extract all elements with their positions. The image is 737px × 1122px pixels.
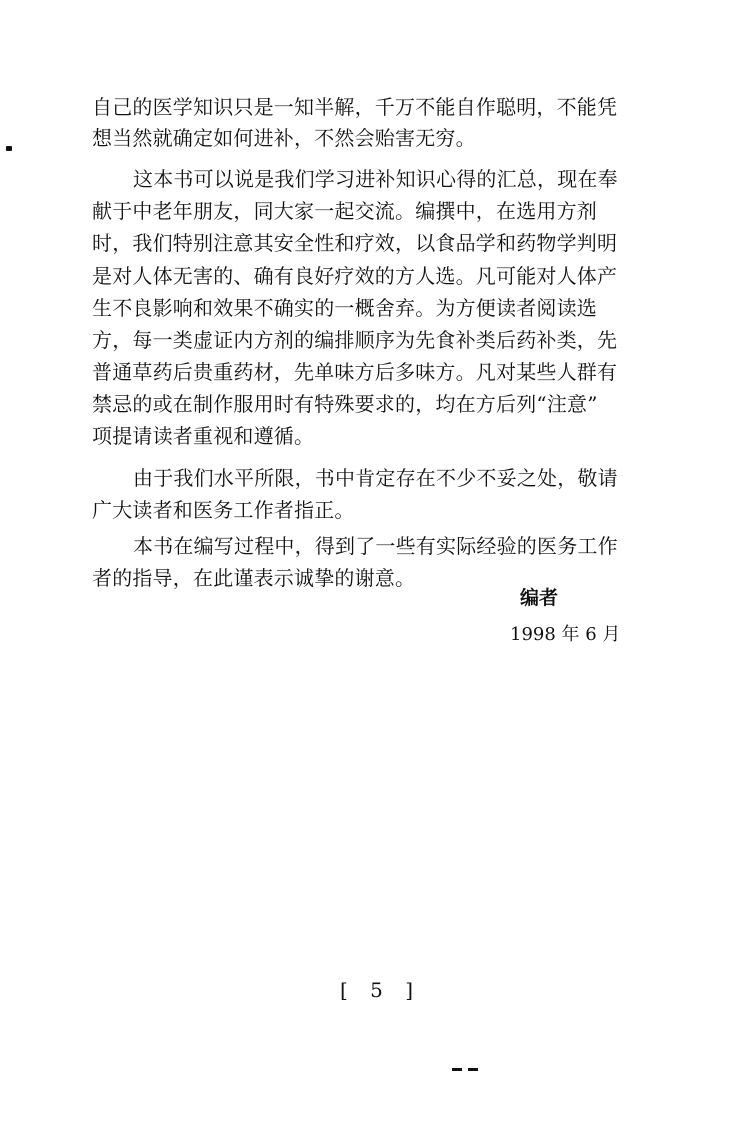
text-line-6: 是对人体无害的、确有良好疗效的方人选。凡可能对人体产: [92, 264, 618, 288]
text-line-4: 献于中老年朋友，同大家一起交流。编撰中，在选用方剂: [92, 199, 597, 223]
page-number: [ 5 ]: [340, 978, 422, 1002]
text-line-10: 禁忌的或在制作服用时有特殊要求的，均在方后列“注意”: [92, 392, 598, 416]
text-line-11: 项提请读者重视和遵循。: [92, 424, 315, 448]
text-line-14: 本书在编写过程中，得到了一些有实际经验的医务工作: [133, 534, 618, 558]
text-line-3: 这本书可以说是我们学习进补知识心得的汇总，现在奉: [133, 167, 618, 191]
margin-mark: [6, 146, 12, 151]
text-line-13: 广大读者和医务工作者指正。: [92, 498, 355, 522]
signature-author: 编者: [520, 587, 559, 609]
text-line-7: 生不良影响和效果不确实的一概舍弃。为方便读者阅读选: [92, 296, 597, 320]
text-line-9: 普通草药后贵重药材，先单味方后多味方。凡对某些人群有: [92, 360, 618, 384]
bottom-margin-mark: [452, 1064, 480, 1074]
text-line-1: 自己的医学知识只是一知半解，千万不能自作聪明，不能凭: [92, 95, 618, 119]
text-line-12: 由于我们水平所限，书中肯定存在不少不妥之处，敬请: [133, 466, 618, 490]
signature-date: 1998 年 6 月: [510, 624, 621, 645]
text-line-15: 者的指导，在此谨表示诚挚的谢意。: [92, 566, 416, 590]
text-line-5: 时，我们特别注意其安全性和疗效，以食品学和药物学判明: [92, 231, 618, 255]
text-line-2: 想当然就确定如何进补，不然会贻害无穷。: [92, 126, 476, 150]
text-line-8: 方，每一类虚证内方剂的编排顺序为先食补类后药补类，先: [92, 328, 618, 352]
